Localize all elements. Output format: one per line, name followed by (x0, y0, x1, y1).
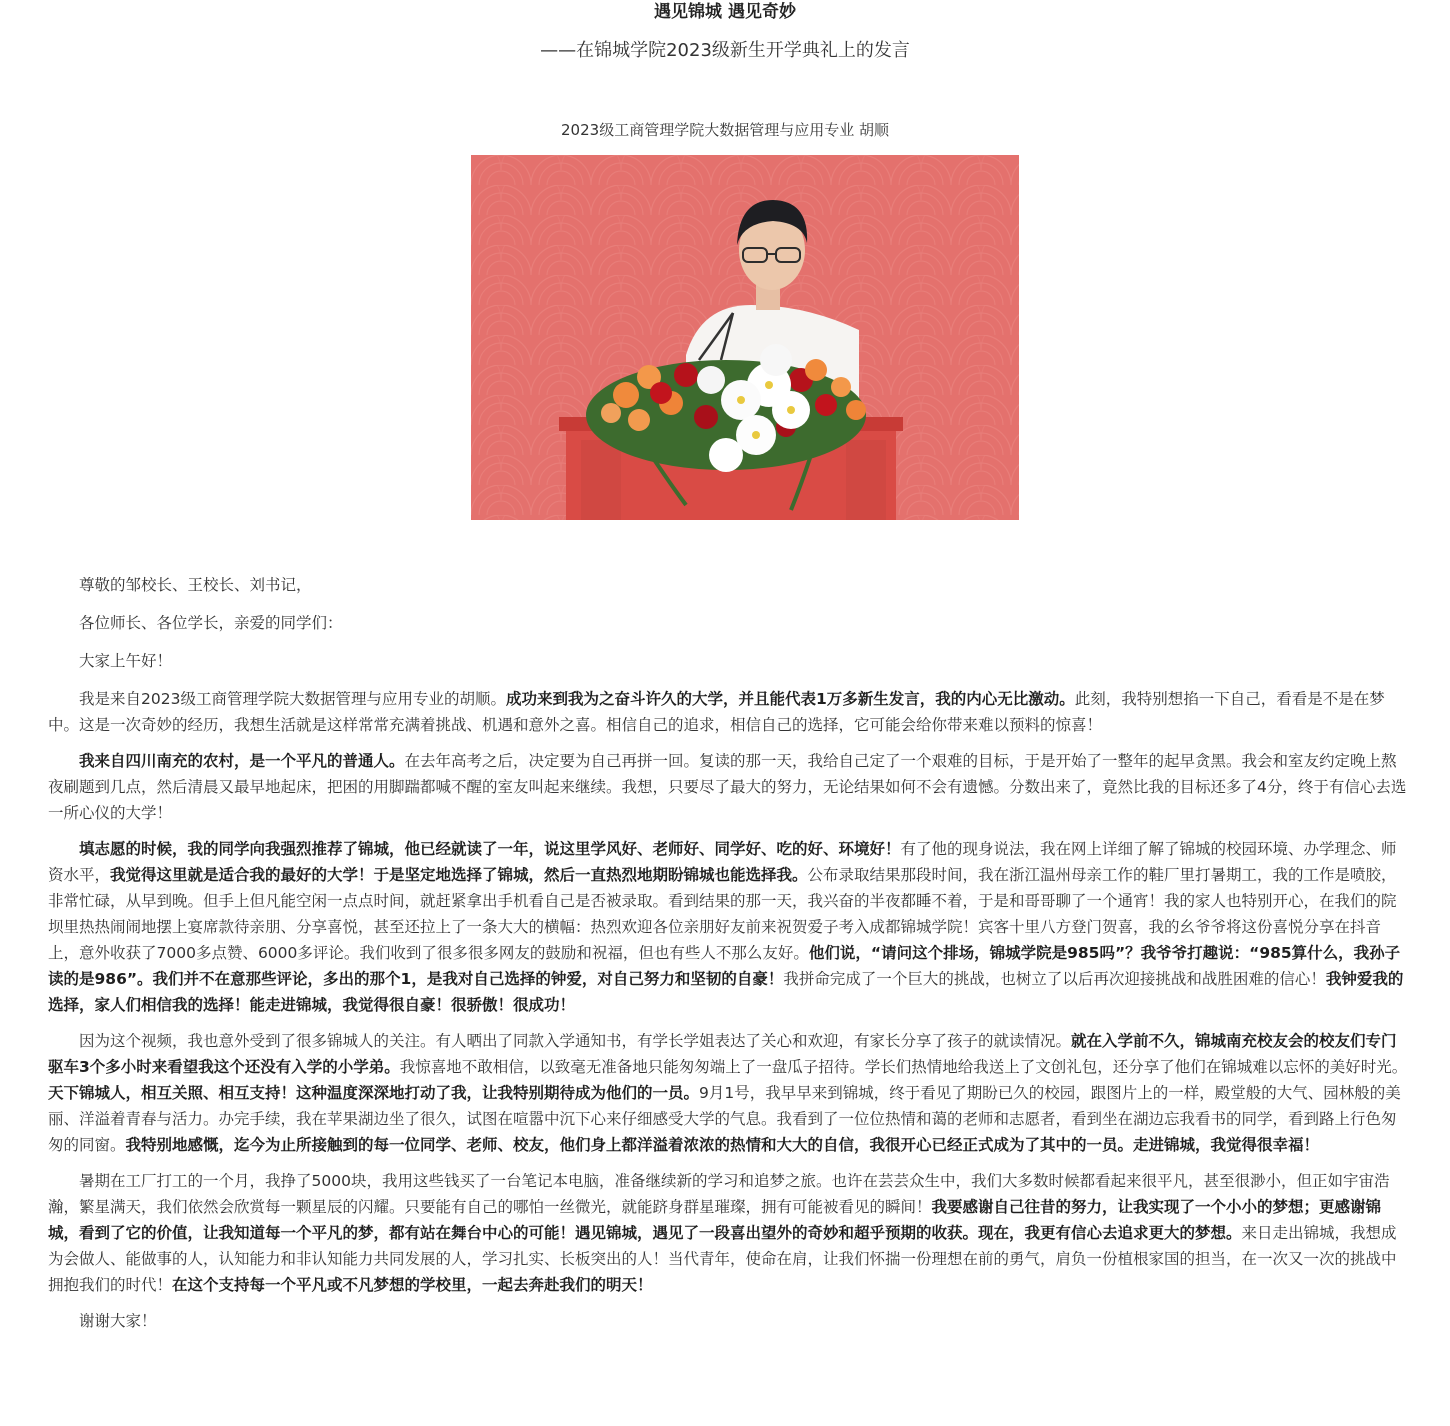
author-line: 2023级工商管理学院大数据管理与应用专业 胡顺 (561, 121, 889, 139)
text-segment: 公布录取结果那段时间，我在浙江温州母亲工作的鞋厂里打暑期工，我的工作是喷胶，非常忙碌，从早到晚。但手上但凡能空闲一点点时间，就赶紧拿出手机看自己是否被录取。看到结果的那一天，我兴奋的半夜都睡不着，于是和哥哥聊了一个通宵！我的家人也特别开心，在我们的院坝里热热闹闹地摆上宴席款待亲朋、分享喜悦，甚至还拉上了一条大大的横幅：热烈欢迎各位亲朋好友前来祝贺爱子考入成都锦城学院！宾客十里八方登门贺喜，我的幺爷爷将这份喜悦分享在抖音上，意外收获了7000多点赞、6000多评论。我们收到了很多很多网友的鼓励和祝福，但也有些人不那么友好。 (48, 866, 1397, 962)
text-segment: 我是来自2023级工商管理学院大数据管理与应用专业的胡顺。 (79, 690, 506, 708)
paragraph-welcome (48, 1028, 1408, 1158)
bold-segment: 我觉得这里就是适合我的最好的大学！于是坚定地选择了锦城，然后一直热烈地期盼锦城也能选择我。 (110, 866, 808, 884)
salutation-leaders: 尊敬的邹校长、王校长、刘书记， (79, 576, 312, 594)
text-segment: 我惊喜地不敢相信，以致毫无准备地只能匆匆端上了一盘瓜子招待。学长们热情地给我送上了文创礼包，还分享了他们在锦城难以忘怀的美好时光。 (399, 1058, 1408, 1076)
paragraph-intro (48, 686, 1408, 738)
bold-segment: 填志愿的时候，我的同学向我强烈推荐了锦城，他已经就读了一年，说这里学风好、老师好、同学好、吃的好、环境好！ (79, 840, 901, 858)
text-segment: 暑期在工厂打工的一个月，我挣了5000块，我用这些钱买了一台笔记本电脑，准备继续新的学习和追梦之旅。也许在芸芸众生中，我们大多数时候都看起来很平凡，甚至很渺小，但正如宇宙浩瀚，繁星满天，我们依然会欣赏每一颗星辰的闪耀。只要能有自己的哪怕一丝微光，就能跻身群星璀璨，拥有可能被看见的瞬间！ (48, 1172, 1390, 1216)
text-segment: 有了他的现身说法，我在网上详细了解了锦城的校园环境、办学理念、师资水平， (48, 840, 1397, 884)
bold-segment: 我钟爱我的选择，家人们相信我的选择！能走进锦城，我觉得很自豪！很骄傲！很成功！ (48, 970, 1404, 1014)
salutation-teachers: 各位师长、各位学长，亲爱的同学们： (79, 614, 343, 632)
speaker-photo (471, 155, 1019, 520)
text-segment: 在去年高考之后，决定要为自己再拼一回。复读的那一天，我给自己定了一个艰难的目标，于是开始了一整年的起早贪黑。我会和室友约定晚上熬夜刷题到几点，然后清晨又最早地起床，把困的用脚踹都喊不醒的室友叫起来继续。我想，只要尽了最大的努力，无论结果如何不会有遗憾。分数出来了，竟然比我的目标还多了4分，终于有信心去选一所心仪的大学！ (48, 752, 1407, 822)
text-segment: 我拼命完成了一个巨大的挑战，也树立了以后再次迎接挑战和战胜困难的信心！ (783, 970, 1326, 988)
bold-segment: 天下锦城人，相互关照、相互支持！这种温度深深地打动了我，让我特别期待成为他们的一员。 (48, 1084, 700, 1102)
bold-segment: 我要感谢自己往昔的努力，让我实现了一个小小的梦想；更感谢锦城，看到了它的价值，让我知道每一个平凡的梦，都有站在舞台中心的可能！遇见锦城，遇见了一段喜出望外的奇妙和超乎预期的收获。现在，我更有信心去追求更大的梦想。 (48, 1198, 1382, 1242)
speech-body (48, 572, 1408, 1334)
bold-segment: 在这个支持每一个平凡或不凡梦想的学校里，一起去奔赴我们的明天！ (172, 1276, 653, 1294)
text-segment: 来日走出锦城，我想成为会做人、能做事的人，认知能力和非认知能力共同发展的人，学习扎实、长板突出的人！当代青年，使命在肩，让我们怀揣一份理想在前的勇气，肩负一份植根家国的担当，在一次又一次的挑战中拥抱我们的时代！ (48, 1224, 1397, 1294)
bold-segment: 他们说，“请问这个排场，锦城学院是985吗”？我爷爷打趣说：“985算什么，我孙子读的是986”。我们并不在意那些评论，多出的那个1，是我对自己选择的钟爱，对自己努力和坚韧的自豪！ (48, 944, 1401, 988)
bold-segment: 成功来到我为之奋斗许久的大学，并且能代表1万多新生发言，我的内心无比激动。 (505, 690, 1075, 708)
text-segment: 此刻，我特别想掐一下自己，看看是不是在梦中。这是一次奇妙的经历，我想生活就是这样常常充满着挑战、机遇和意外之喜。相信自己的追求，相信自己的选择，它可能会给你带来难以预料的惊喜！ (48, 690, 1385, 734)
article-title: 遇见锦城 遇见奇妙 (654, 2, 796, 22)
closing-thanks: 谢谢大家！ (79, 1312, 157, 1330)
paragraph-dream (48, 1168, 1408, 1298)
greeting: 大家上午好！ (79, 652, 173, 670)
paragraph-background (48, 748, 1408, 826)
paragraph-choice (48, 836, 1408, 1018)
bold-segment: 就在入学前不久，锦城南充校友会的校友们专门驱车3个多小时来看望我这个还没有入学的小学弟。 (48, 1032, 1397, 1076)
text-segment: 9月1号，我早早来到锦城，终于看见了期盼已久的校园，跟图片上的一样，殿堂般的大气、园林般的美丽、洋溢着青春与活力。办完手续，我在苹果湖边坐了很久，试图在喧嚣中沉下心来仔细感受大学的气息。我看到了一位位热情和蔼的老师和志愿者，看到坐在湖边忘我看书的同学，看到路上行色匆匆的同窗。 (48, 1084, 1401, 1154)
article-subtitle: ——在锦城学院2023级新生开学典礼上的发言 (540, 40, 910, 61)
bold-segment: 我特别地感慨，迄今为止所接触到的每一位同学、老师、校友，他们身上都洋溢着浓浓的热情和大大的自信，我很开心已经正式成为了其中的一员。走进锦城，我觉得很幸福！ (125, 1136, 1320, 1154)
text-segment: 因为这个视频，我也意外受到了很多锦城人的关注。有人晒出了同款入学通知书，有学长学姐表达了关心和欢迎，有家长分享了孩子的就读情况。 (79, 1032, 1072, 1050)
bold-segment: 我来自四川南充的农村，是一个平凡的普通人。 (79, 752, 405, 770)
